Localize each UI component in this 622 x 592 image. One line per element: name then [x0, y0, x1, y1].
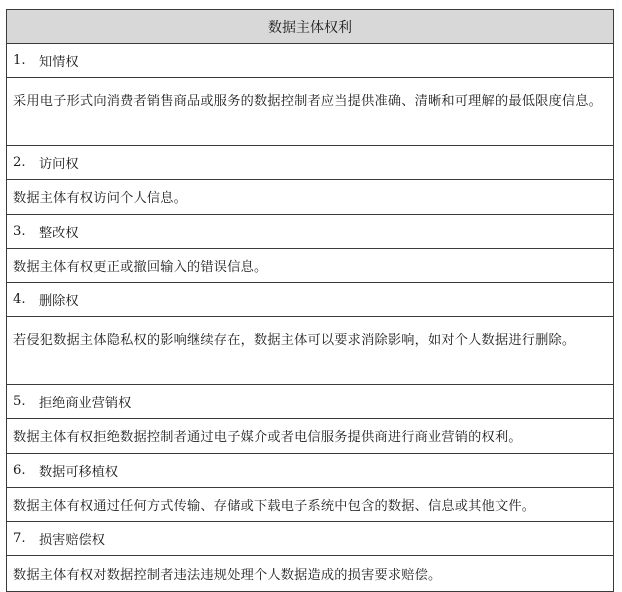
right-description-row [7, 556, 613, 591]
right-title-row [7, 146, 613, 180]
right-number: 4. [13, 292, 26, 307]
right-description: 若侵犯数据主体隐私权的影响继续存在，数据主体可以要求消除影响，如对个人数据进行删除。 [13, 333, 576, 348]
right-description: 数据主体有权通过任何方式传输、存储或下载电子系统中包含的数据、信息或其他文件。 [13, 498, 536, 514]
right-description-row [7, 419, 613, 454]
right-number: 6. [13, 462, 26, 478]
right-title-row [7, 522, 613, 556]
right-title: 拒绝商业营销权 [39, 396, 132, 411]
right-title: 整改权 [39, 225, 79, 241]
right-description-row [7, 78, 613, 146]
right-number: 5. [13, 394, 26, 409]
right-description: 采用电子形式向消费者销售商品或服务的数据控制者应当提供准确、清晰和可理解的最低限度信息。 [13, 94, 603, 109]
right-number: 3. [13, 223, 26, 239]
right-description-row [7, 488, 613, 523]
right-title: 损害赔偿权 [39, 533, 105, 548]
table-header-label: 数据主体权利 [268, 19, 352, 36]
rights-table [6, 9, 614, 592]
right-description-row [7, 180, 613, 215]
right-title: 数据可移植权 [39, 464, 119, 480]
right-description: 数据主体有权访问个人信息。 [13, 191, 188, 207]
right-title-row [7, 385, 613, 419]
right-description: 数据主体有权拒绝数据控制者通过电子媒介或者电信服务提供商进行商业营销的权利。 [13, 430, 522, 446]
right-title-row [7, 283, 613, 317]
right-number: 7. [13, 531, 26, 546]
right-title-row [7, 454, 613, 488]
right-title: 删除权 [39, 294, 79, 309]
right-description-row [7, 317, 613, 385]
right-title-row [7, 215, 613, 249]
right-description: 数据主体有权对数据控制者违法违规处理个人数据造成的损害要求赔偿。 [13, 567, 442, 583]
right-title: 知情权 [39, 55, 79, 70]
right-title: 访问权 [39, 157, 79, 172]
right-number: 1. [13, 53, 26, 68]
table-header [7, 10, 613, 44]
right-description: 数据主体有权更正或撤回输入的错误信息。 [13, 259, 268, 275]
right-title-row [7, 44, 613, 78]
right-description-row [7, 249, 613, 284]
right-number: 2. [13, 155, 26, 170]
